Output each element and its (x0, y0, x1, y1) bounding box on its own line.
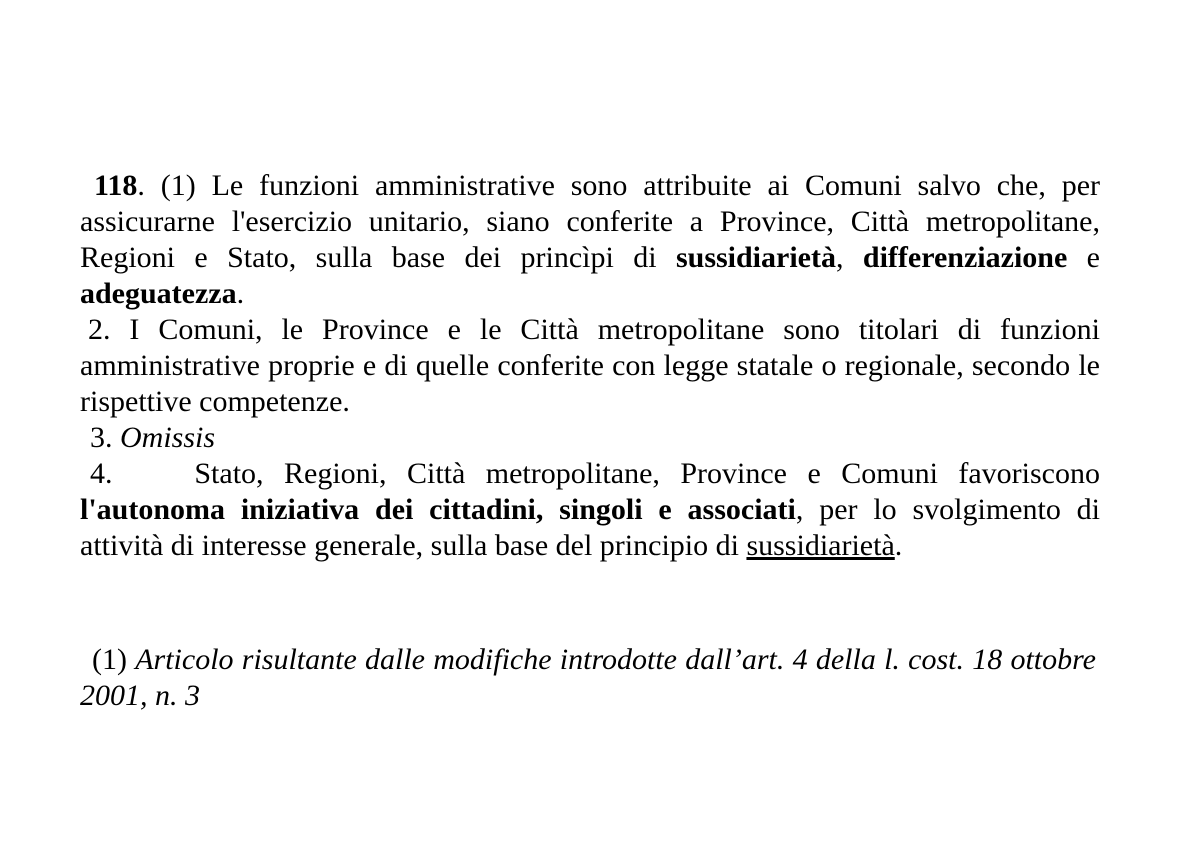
paragraph-1-text: Le funzioni amministrative sono attribuite ai Comuni salvo che, per assicurarne l'esercizio unitario, siano conferite a Province, Città metropolitane, Regioni e Stato, sulla base dei princìpi di (80, 169, 1101, 274)
paragraph-4-end: . (894, 529, 903, 562)
paragraph-4-bold: l'autonoma iniziativa dei cittadini, singoli e associati (80, 493, 796, 526)
paragraph-4-text-a: Stato, Regioni, Città metropolitane, Province e Comuni favoriscono (194, 457, 1100, 490)
paragraph-2-text: 2. I Comuni, le Province e le Città metropolitane sono titolari di funzioni amministrative proprie e di quelle conferite con legge statale o regionale, secondo le rispettive competenze. (80, 313, 1100, 418)
separator-1: , (835, 241, 863, 274)
footnote-reference: (1) (160, 169, 196, 202)
article-number-suffix: . (137, 169, 145, 202)
paragraph-4-underline: sussidiarietà (746, 529, 895, 562)
paragraph-1 (80, 168, 1100, 312)
footnote-ref: (1) (92, 643, 127, 676)
paragraph-1-end: . (236, 277, 245, 310)
paragraph-4-number: 4. (90, 457, 113, 490)
principle-subsidiarity: sussidiarietà (675, 241, 836, 274)
paragraph-3-number: 3. (90, 421, 113, 454)
article-body (80, 168, 1100, 564)
paragraph-3 (80, 420, 1100, 456)
principle-differentiation: differenziazione (862, 241, 1068, 274)
paragraph-2 (80, 312, 1100, 420)
footnote-text: Articolo risultante dalle modifiche introdotte dall’art. 4 della l. cost. 18 ottobre 2001, n. 3 (80, 643, 1096, 712)
paragraph-3-omissis: Omissis (120, 421, 216, 454)
paragraph-4-text-b: , per lo svolgimento di attività di interesse generale, sulla base del principio di (80, 493, 1100, 562)
article-number: 118 (94, 169, 138, 202)
footnote (80, 642, 1096, 714)
paragraph-4 (80, 456, 1100, 564)
principle-adequacy: adeguatezza (80, 277, 237, 310)
separator-2: e (1067, 241, 1100, 274)
